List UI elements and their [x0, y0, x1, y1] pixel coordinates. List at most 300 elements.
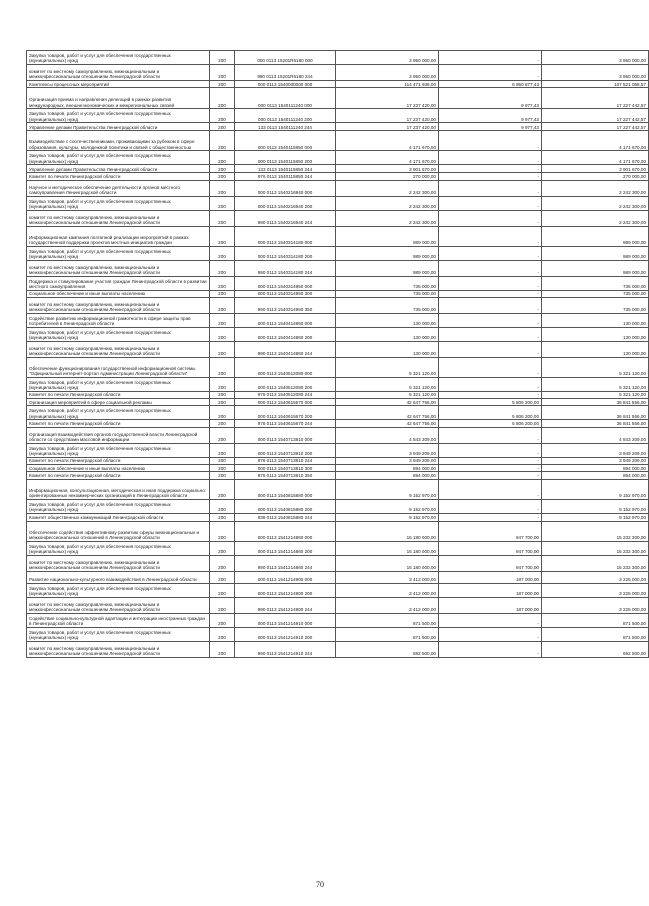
row-name-cell: Информационная кампания поэтапной реализации мероприятий в рамках государственной поддержки проектов местных инициатив граждан	[27, 226, 210, 246]
row-executed-cell: 187 000,00	[439, 597, 542, 613]
row-approved-cell: 989 000,00	[336, 226, 439, 246]
row-kbk-cell: 000 0113 1540000000 000	[235, 81, 336, 88]
row-code-cell: 200	[210, 391, 235, 398]
row-approved-cell: 3 412 000,00	[336, 583, 439, 597]
row-kbk-cell: 000 0113 1540414860 200	[235, 327, 336, 341]
row-approved-cell: 5 321 120,00	[336, 391, 439, 398]
table-body	[27, 51, 649, 658]
row-remainder-cell: 15 232 300,00	[542, 555, 649, 571]
table-row	[27, 555, 649, 571]
row-remainder-cell: 735 000,00	[542, 276, 649, 290]
table-row	[27, 391, 649, 398]
row-name-cell: Научное и методическое обеспечение деятельности органов местного самоуправления Ленинградской области	[27, 180, 210, 196]
row-approved-cell: 3 901 670,00	[336, 165, 439, 173]
row-executed-cell: -	[439, 357, 542, 377]
row-executed-cell: -	[439, 246, 542, 260]
row-name-cell: комитет по местному самоуправлению, межнациональным и межконфессиональным отношениям Ленинградской области	[27, 297, 210, 313]
row-remainder-cell: 36 841 556,00	[542, 406, 649, 420]
row-code-cell: 200	[210, 165, 235, 173]
row-remainder-cell: 989 000,00	[542, 226, 649, 246]
row-approved-cell: 871 500,00	[336, 627, 439, 641]
row-name-cell: Обеспечение функционирования государственной информационной системы "Официальный интернет-портал Администрации Ленинградской области"	[27, 357, 210, 377]
row-approved-cell: 989 000,00	[336, 246, 439, 260]
row-approved-cell: 4 171 670,00	[336, 131, 439, 151]
row-code-cell: 200	[210, 51, 235, 65]
row-kbk-cell: 000 0113 1541214910 200	[235, 627, 336, 641]
table-row	[27, 479, 649, 499]
row-code-cell: 200	[210, 377, 235, 391]
row-kbk-cell: 000 0113 1540216940 200	[235, 196, 336, 210]
row-name-cell: Управление делами Правительства Ленинградской области	[27, 165, 210, 173]
table-row	[27, 420, 649, 427]
row-code-cell: 200	[210, 472, 235, 479]
row-remainder-cell: 894 000,00	[542, 465, 649, 472]
row-remainder-cell: 2 242 300,00	[542, 210, 649, 226]
row-remainder-cell: 3 949 209,00	[542, 443, 649, 457]
table-row	[27, 571, 649, 583]
table-row	[27, 165, 649, 173]
row-kbk-cell: 000 0113 1540314180 000	[235, 226, 336, 246]
row-name-cell: комитет по местному самоуправлению, межнациональным и межконфессиональным отношениям Ленинградской области	[27, 260, 210, 276]
row-remainder-cell: 130 000,00	[542, 341, 649, 357]
row-approved-cell: 9 152 970,00	[336, 513, 439, 521]
row-code-cell: 200	[210, 276, 235, 290]
row-kbk-cell: 000 0113 1540111240 200	[235, 109, 336, 123]
table-row	[27, 341, 649, 357]
row-remainder-cell: 871 500,00	[542, 627, 649, 641]
row-approved-cell: 42 647 756,00	[336, 406, 439, 420]
row-approved-cell: 3 950 000,00	[336, 65, 439, 81]
row-name-cell: комитет по местному самоуправлению, межнациональным и межконфессиональным отношениям Ленинградской области	[27, 555, 210, 571]
row-kbk-cell: 000 0113 1540713810 200	[235, 443, 336, 457]
row-kbk-cell: 990 0113 1540216940 244	[235, 210, 336, 226]
row-executed-cell: -	[439, 341, 542, 357]
row-executed-cell: -	[439, 472, 542, 479]
row-name-cell: Организация взаимодействия органов государственной власти Ленинградской области со средствами массовой информации	[27, 427, 210, 443]
row-code-cell: 200	[210, 226, 235, 246]
row-kbk-cell: 000 0113 1541214910 000	[235, 613, 336, 627]
table-row	[27, 151, 649, 165]
table-row	[27, 173, 649, 180]
row-code-cell: 200	[210, 571, 235, 583]
row-executed-cell: -	[439, 377, 542, 391]
row-kbk-cell: 990 0113 1540314180 244	[235, 260, 336, 276]
row-kbk-cell: 000 0113 15201R5180 000	[235, 51, 336, 65]
row-approved-cell: 17 237 420,00	[336, 88, 439, 109]
row-name-cell: Закупка товаров, работ и услуг для обеспечения государственных (муниципальных) нужд	[27, 627, 210, 641]
budget-table	[26, 50, 649, 658]
row-kbk-cell: 976 0113 1540512080 244	[235, 391, 336, 398]
row-executed-cell: -	[439, 226, 542, 246]
row-name-cell: Управление делами Правительства Ленинградской области	[27, 123, 210, 131]
table-row	[27, 109, 649, 123]
row-name-cell: комитет по местному самоуправлению, межнациональным и межконфессиональным отношениям Ленинградской области	[27, 641, 210, 657]
row-code-cell: 200	[210, 327, 235, 341]
table-row	[27, 597, 649, 613]
row-remainder-cell: 17 227 442,57	[542, 123, 649, 131]
row-approved-cell: 2 242 300,00	[336, 210, 439, 226]
row-executed-cell: -	[439, 443, 542, 457]
row-executed-cell: -	[439, 131, 542, 151]
row-approved-cell: 114 471 936,00	[336, 81, 439, 88]
row-remainder-cell: 3 225 000,00	[542, 571, 649, 583]
row-remainder-cell: 15 232 300,00	[542, 521, 649, 541]
row-name-cell: Обеспечение содействия эффективному развитию сферы межнациональных и межконфессиональных отношений в Ленинградской области	[27, 521, 210, 541]
row-code-cell: 200	[210, 457, 235, 464]
row-name-cell: Комитет по печати Ленинградской области	[27, 420, 210, 427]
row-executed-cell: -	[439, 641, 542, 657]
row-code-cell: 200	[210, 406, 235, 420]
row-approved-cell: 16 180 000,00	[336, 521, 439, 541]
row-code-cell: 200	[210, 180, 235, 196]
row-kbk-cell: 976 0113 1540115850 244	[235, 173, 336, 180]
row-code-cell: 200	[210, 210, 235, 226]
row-code-cell: 200	[210, 513, 235, 521]
row-approved-cell: 9 152 970,00	[336, 499, 439, 513]
row-name-cell: Социальное обеспечение и иные выплаты населению	[27, 290, 210, 297]
row-approved-cell: 3 412 000,00	[336, 597, 439, 613]
row-code-cell: 200	[210, 131, 235, 151]
row-remainder-cell: 4 171 670,00	[542, 151, 649, 165]
row-kbk-cell: 976 0113 1540615670 244	[235, 420, 336, 427]
row-name-cell: Поддержка и стимулирование участия граждан Ленинградской области в развитии местного самоуправления	[27, 276, 210, 290]
row-name-cell: Комитет общественных коммуникаций Ленинградской области	[27, 513, 210, 521]
table-row	[27, 65, 649, 81]
row-code-cell: 200	[210, 465, 235, 472]
row-remainder-cell: 9 152 970,00	[542, 479, 649, 499]
row-name-cell: Закупка товаров, работ и услуг для обеспечения государственных (муниципальных) нужд	[27, 541, 210, 555]
row-kbk-cell: 000 0113 1540314950 000	[235, 276, 336, 290]
table-row	[27, 357, 649, 377]
row-code-cell: 200	[210, 427, 235, 443]
row-remainder-cell: 3 950 000,00	[542, 65, 649, 81]
row-name-cell: Комитет по печати Ленинградской области	[27, 472, 210, 479]
table-row	[27, 583, 649, 597]
row-kbk-cell: 000 0113 1541214900 000	[235, 571, 336, 583]
row-kbk-cell: 000 0113 1540512080 200	[235, 377, 336, 391]
table-row	[27, 521, 649, 541]
row-executed-cell: -	[439, 427, 542, 443]
table-row	[27, 513, 649, 521]
row-name-cell: Информационная, консультационная, методическая и иная поддержка социально ориентированных некоммерческих организаций в Ленинградской области	[27, 479, 210, 499]
table-row	[27, 196, 649, 210]
table-row	[27, 81, 649, 88]
row-kbk-cell: 000 0113 1540216940 000	[235, 180, 336, 196]
row-remainder-cell: 5 321 120,00	[542, 391, 649, 398]
table-row	[27, 627, 649, 641]
table-row	[27, 246, 649, 260]
row-name-cell: комитет по местному самоуправлению, межнациональным и межконфессиональным отношениям Ленинградской области	[27, 597, 210, 613]
row-code-cell: 200	[210, 151, 235, 165]
row-name-cell: Содействие социально-культурной адаптации и интеграции иностранных граждан в Ленинградской области	[27, 613, 210, 627]
row-executed-cell: 947 700,00	[439, 521, 542, 541]
row-approved-cell: 5 321 120,00	[336, 357, 439, 377]
row-code-cell: 200	[210, 109, 235, 123]
row-executed-cell: 9 977,43	[439, 109, 542, 123]
row-name-cell: Закупка товаров, работ и услуг для обеспечения государственных (муниципальных) нужд	[27, 499, 210, 513]
row-executed-cell: -	[439, 65, 542, 81]
table-row	[27, 210, 649, 226]
row-approved-cell: 16 180 000,00	[336, 555, 439, 571]
row-code-cell: 200	[210, 627, 235, 641]
row-executed-cell: 5 806 200,00	[439, 399, 542, 406]
row-code-cell: 200	[210, 357, 235, 377]
table-row	[27, 88, 649, 109]
row-kbk-cell: 000 0113 1540615670 200	[235, 406, 336, 420]
row-kbk-cell: 000 0113 1541214860 200	[235, 541, 336, 555]
row-executed-cell: 187 000,00	[439, 583, 542, 597]
row-approved-cell: 894 000,00	[336, 465, 439, 472]
row-approved-cell: 3 949 209,00	[336, 457, 439, 464]
table-row	[27, 472, 649, 479]
row-remainder-cell: 36 841 556,00	[542, 399, 649, 406]
row-executed-cell: 9 977,43	[439, 123, 542, 131]
row-code-cell: 200	[210, 81, 235, 88]
row-name-cell: Организация мероприятий в сфере социальной рекламы	[27, 399, 210, 406]
row-name-cell: Развитие национально-культурного взаимодействия в Ленинградской области	[27, 571, 210, 583]
row-executed-cell: 5 806 200,00	[439, 406, 542, 420]
table-row	[27, 180, 649, 196]
row-code-cell: 200	[210, 399, 235, 406]
row-code-cell: 200	[210, 88, 235, 109]
row-approved-cell: 692 500,00	[336, 641, 439, 657]
row-name-cell: комитет по местному самоуправлению, межнациональным и межконфессиональным отношениям Ленинградской области	[27, 210, 210, 226]
row-remainder-cell: 17 227 442,57	[542, 109, 649, 123]
row-executed-cell: -	[439, 499, 542, 513]
row-kbk-cell: 000 0113 1540815880 000	[235, 479, 336, 499]
row-executed-cell: 6 950 877,43	[439, 81, 542, 88]
row-kbk-cell: 000 0113 1540314180 200	[235, 246, 336, 260]
row-approved-cell: 3 950 000,00	[336, 51, 439, 65]
row-approved-cell: 3 949 209,00	[336, 443, 439, 457]
table-row	[27, 313, 649, 327]
row-kbk-cell: 990 0113 15201R5180 244	[235, 65, 336, 81]
row-remainder-cell: 2 242 300,00	[542, 196, 649, 210]
table-row	[27, 377, 649, 391]
row-kbk-cell: 133 0113 1540115850 244	[235, 165, 336, 173]
row-remainder-cell: 107 521 058,57	[542, 81, 649, 88]
row-name-cell: Закупка товаров, работ и услуг для обеспечения государственных (муниципальных) нужд	[27, 583, 210, 597]
row-executed-cell: -	[439, 165, 542, 173]
row-code-cell: 200	[210, 613, 235, 627]
row-name-cell: Закупка товаров, работ и услуг для обеспечения государственных (муниципальных) нужд	[27, 51, 210, 65]
row-executed-cell: 947 700,00	[439, 541, 542, 555]
table-row	[27, 297, 649, 313]
row-remainder-cell: 270 000,00	[542, 173, 649, 180]
row-kbk-cell: 000 0113 1541214900 200	[235, 583, 336, 597]
row-kbk-cell: 000 0113 1540713810 000	[235, 427, 336, 443]
row-kbk-cell: 976 0113 1540713810 350	[235, 472, 336, 479]
row-code-cell: 200	[210, 479, 235, 499]
row-executed-cell: -	[439, 196, 542, 210]
row-name-cell: Содействие развитию информационной грамотности в сфере защиты прав потребителей в Ленинградской области	[27, 313, 210, 327]
row-executed-cell: -	[439, 290, 542, 297]
row-code-cell: 200	[210, 313, 235, 327]
row-kbk-cell: 976 0113 1540713810 244	[235, 457, 336, 464]
table-row	[27, 327, 649, 341]
row-kbk-cell: 938 0113 1540815880 244	[235, 513, 336, 521]
row-name-cell: комитет по местному самоуправлению, межнациональным и межконфессиональным отношениям Ленинградской области	[27, 65, 210, 81]
row-kbk-cell: 000 0113 1540111240 000	[235, 88, 336, 109]
table-row	[27, 457, 649, 464]
row-remainder-cell: 3 901 670,00	[542, 165, 649, 173]
row-name-cell: Закупка товаров, работ и услуг для обеспечения государственных (муниципальных) нужд	[27, 151, 210, 165]
table-row	[27, 541, 649, 555]
row-name-cell: Взаимодействие с соотечественниками, проживающими за рубежом в сфере образования, культуры, молодежной политики и связей с общественностью	[27, 131, 210, 151]
row-kbk-cell: 000 0113 1540414860 000	[235, 313, 336, 327]
row-remainder-cell: 130 000,00	[542, 313, 649, 327]
row-executed-cell: -	[439, 327, 542, 341]
table-row	[27, 443, 649, 457]
row-code-cell: 200	[210, 260, 235, 276]
table-row	[27, 399, 649, 406]
row-approved-cell: 735 000,00	[336, 276, 439, 290]
row-kbk-cell: 000 0113 1540512080 000	[235, 357, 336, 377]
row-name-cell: Закупка товаров, работ и услуг для обеспечения государственных (муниципальных) нужд	[27, 246, 210, 260]
row-kbk-cell: 000 0113 1541214860 000	[235, 521, 336, 541]
row-name-cell: Закупка товаров, работ и услуг для обеспечения государственных (муниципальных) нужд	[27, 443, 210, 457]
row-approved-cell: 9 152 970,00	[336, 479, 439, 499]
row-code-cell: 200	[210, 641, 235, 657]
row-remainder-cell: 989 000,00	[542, 246, 649, 260]
row-approved-cell: 3 412 000,00	[336, 571, 439, 583]
row-code-cell: 200	[210, 297, 235, 313]
row-code-cell: 200	[210, 123, 235, 131]
row-kbk-cell: 000 0113 1540115850 200	[235, 151, 336, 165]
row-executed-cell: -	[439, 457, 542, 464]
row-code-cell: 200	[210, 196, 235, 210]
row-name-cell: Комитет по печати Ленинградской области	[27, 391, 210, 398]
row-code-cell: 200	[210, 499, 235, 513]
row-name-cell: Закупка товаров, работ и услуг для обеспечения государственных (муниципальных) нужд	[27, 109, 210, 123]
row-name-cell: Комитет по печати Ленинградской области	[27, 457, 210, 464]
table-row	[27, 260, 649, 276]
row-approved-cell: 4 843 209,00	[336, 427, 439, 443]
row-executed-cell: -	[439, 313, 542, 327]
row-approved-cell: 735 000,00	[336, 297, 439, 313]
row-approved-cell: 2 242 300,00	[336, 180, 439, 196]
row-executed-cell: -	[439, 260, 542, 276]
row-approved-cell: 989 000,00	[336, 260, 439, 276]
row-approved-cell: 5 321 120,00	[336, 377, 439, 391]
row-executed-cell: -	[439, 297, 542, 313]
table-row	[27, 427, 649, 443]
row-code-cell: 200	[210, 290, 235, 297]
row-code-cell: 200	[210, 583, 235, 597]
row-remainder-cell: 894 000,00	[542, 472, 649, 479]
row-approved-cell: 130 000,00	[336, 341, 439, 357]
row-approved-cell: 871 500,00	[336, 613, 439, 627]
row-executed-cell: -	[439, 210, 542, 226]
row-name-cell: Закупка товаров, работ и услуг для обеспечения государственных (муниципальных) нужд	[27, 377, 210, 391]
row-executed-cell: -	[439, 627, 542, 641]
table-row	[27, 465, 649, 472]
row-remainder-cell: 17 227 442,57	[542, 88, 649, 109]
row-approved-cell: 17 237 420,00	[336, 109, 439, 123]
row-kbk-cell: 990 0113 1541214900 244	[235, 597, 336, 613]
row-remainder-cell: 871 500,00	[542, 613, 649, 627]
row-kbk-cell: 000 0113 1540815880 200	[235, 499, 336, 513]
table-row	[27, 226, 649, 246]
row-executed-cell: 9 977,43	[439, 88, 542, 109]
row-approved-cell: 42 647 756,00	[336, 420, 439, 427]
row-approved-cell: 4 171 670,00	[336, 151, 439, 165]
row-remainder-cell: 3 225 000,00	[542, 597, 649, 613]
row-kbk-cell: 133 0113 1540111240 244	[235, 123, 336, 131]
row-name-cell: Социальное обеспечение и иные выплаты населению	[27, 465, 210, 472]
row-name-cell: Закупка товаров, работ и услуг для обеспечения государственных (муниципальных) нужд	[27, 327, 210, 341]
table-row	[27, 276, 649, 290]
row-remainder-cell: 130 000,00	[542, 327, 649, 341]
row-remainder-cell: 36 841 556,00	[542, 420, 649, 427]
row-code-cell: 200	[210, 541, 235, 555]
page-number: 70	[316, 880, 324, 889]
row-executed-cell: -	[439, 465, 542, 472]
row-name-cell: Организация приема и направления делегаций в рамках развития международных, внешнеэкономических и межрегиональных связей	[27, 88, 210, 109]
row-executed-cell: 187 000,00	[439, 571, 542, 583]
row-code-cell: 200	[210, 555, 235, 571]
row-approved-cell: 16 180 000,00	[336, 541, 439, 555]
row-kbk-cell: 000 0113 1540615670 000	[235, 399, 336, 406]
table-row	[27, 641, 649, 657]
row-remainder-cell: 4 843 209,00	[542, 427, 649, 443]
table-row	[27, 499, 649, 513]
row-remainder-cell: 735 000,00	[542, 290, 649, 297]
row-remainder-cell: 2 242 300,00	[542, 180, 649, 196]
row-kbk-cell: 000 0113 1540314950 300	[235, 290, 336, 297]
table-row	[27, 131, 649, 151]
row-name-cell: Закупка товаров, работ и услуг для обеспечения государственных (муниципальных) нужд	[27, 196, 210, 210]
row-name-cell: Закупка товаров, работ и услуг для обеспечения государственных (муниципальных) нужд	[27, 406, 210, 420]
row-code-cell: 200	[210, 341, 235, 357]
row-executed-cell: -	[439, 173, 542, 180]
row-code-cell: 200	[210, 521, 235, 541]
row-executed-cell: -	[439, 479, 542, 499]
row-approved-cell: 42 647 756,00	[336, 399, 439, 406]
row-executed-cell: 5 806 200,00	[439, 420, 542, 427]
row-executed-cell: -	[439, 276, 542, 290]
row-executed-cell: -	[439, 180, 542, 196]
row-approved-cell: 130 000,00	[336, 313, 439, 327]
row-name-cell: Комитет по печати Ленинградской области	[27, 173, 210, 180]
row-approved-cell: 130 000,00	[336, 327, 439, 341]
row-remainder-cell: 9 152 970,00	[542, 513, 649, 521]
row-remainder-cell: 692 500,00	[542, 641, 649, 657]
row-code-cell: 200	[210, 173, 235, 180]
row-remainder-cell: 5 321 120,00	[542, 357, 649, 377]
row-remainder-cell: 735 000,00	[542, 297, 649, 313]
row-executed-cell: 947 700,00	[439, 555, 542, 571]
row-kbk-cell: 990 0113 1541214860 244	[235, 555, 336, 571]
row-kbk-cell: 990 0113 1540314950 350	[235, 297, 336, 313]
row-code-cell: 200	[210, 65, 235, 81]
row-remainder-cell: 4 171 670,00	[542, 131, 649, 151]
table-row	[27, 290, 649, 297]
row-executed-cell: -	[439, 613, 542, 627]
row-name-cell: Комплексы процессных мероприятий	[27, 81, 210, 88]
row-remainder-cell: 9 152 970,00	[542, 499, 649, 513]
row-executed-cell: -	[439, 391, 542, 398]
row-remainder-cell: 3 950 000,00	[542, 51, 649, 65]
row-name-cell: комитет по местному самоуправлению, межнациональным и межконфессиональным отношениям Ленинградской области	[27, 341, 210, 357]
row-remainder-cell: 3 949 209,00	[542, 457, 649, 464]
row-executed-cell: -	[439, 151, 542, 165]
row-remainder-cell: 989 000,00	[542, 260, 649, 276]
row-code-cell: 200	[210, 420, 235, 427]
row-code-cell: 200	[210, 597, 235, 613]
row-executed-cell: -	[439, 513, 542, 521]
row-approved-cell: 894 000,00	[336, 472, 439, 479]
